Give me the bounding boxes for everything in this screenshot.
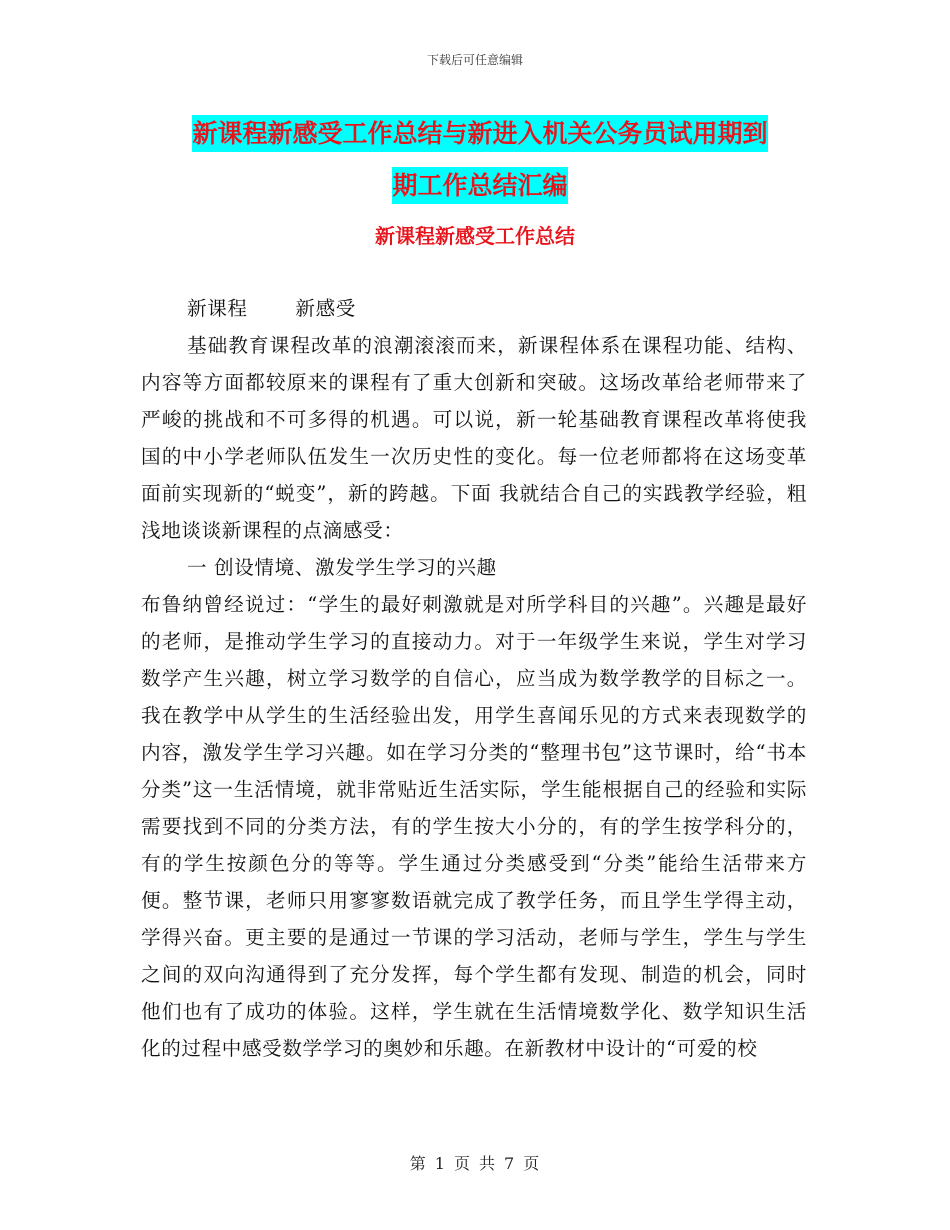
footer-label-total-unit: 页 xyxy=(523,1154,541,1173)
footer-current-page: 1 xyxy=(434,1154,446,1173)
page-header-note: 下载后可任意编辑 xyxy=(426,53,523,67)
heading-1: 一 创设情境、激发学生学习的兴趣 xyxy=(187,556,497,579)
footer-label-page-unit: 页 xyxy=(453,1154,471,1173)
keywords-line: 新课程 新感受 xyxy=(187,297,356,320)
footer-label-total: 共 xyxy=(479,1154,497,1173)
footer-total-pages: 7 xyxy=(504,1154,516,1173)
document-title-line-2: 期工作总结汇编 xyxy=(392,167,567,204)
page-footer xyxy=(0,1153,950,1175)
paragraph-intro: 基础教育课程改革的浪潮滚滚而来，新课程体系在课程功能、结构、内容等方面都较原来的课程有了重大创新和突破。这场改革给老师带来了严峻的挑战和不可多得的机遇。可以说，新一轮基础教育课程改革将使我国的中小学老师队伍发生一次历史性的变化。每一位老师都将在这场变革面前实现新的“蜕变”，新的跨越。下面 我就结合自己的实践教学经验，粗浅地谈谈新课程的点滴感受： xyxy=(141,334,807,542)
paragraph-interest: 布鲁纳曾经说过：“学生的最好刺激就是对所学科目的兴趣”。兴趣是最好的老师，是推动学生学习的直接动力。对于一年级学生来说，学生对学习数学产生兴趣，树立学习数学的自信心，应当成为数学教学的目标之一。我在教学中从学生的生活经验出发，用学生喜闻乐见的方式来表现数学的内容，激发学生学习兴趣。如在学习分类的“整理书包”这节课时，给“书本分类”这一生活情境，就非常贴近生活实际，学生能根据自己的经验和实际需要找到不同的分类方法，有的学生按大小分的，有的学生按学科分的，有的学生按颜色分的等等。学生通过分类感受到“分类”能给生活带来方便。整节课，老师只用寥寥数语就完成了教学任务，而且学生学得主动，学得兴奋。更主要的是通过一节课的学习活动，老师与学生，学生与学生之间的双向沟通得到了充分发挥，每个学生都有发现、制造的机会，同时他们也有了成功的体验。这样，学生就在生活情境数学化、数学知识生活化的过程中感受数学学习的奥妙和乐趣。在新教材中设计的“可爱的校 xyxy=(141,593,807,1060)
section-title: 新课程新感受工作总结 xyxy=(375,224,575,248)
document-title xyxy=(140,108,820,212)
footer-label-page: 第 xyxy=(409,1154,427,1173)
document-body xyxy=(141,290,807,1067)
document-title-line-1: 新课程新感受工作总结与新进入机关公务员试用期到 xyxy=(192,115,767,152)
